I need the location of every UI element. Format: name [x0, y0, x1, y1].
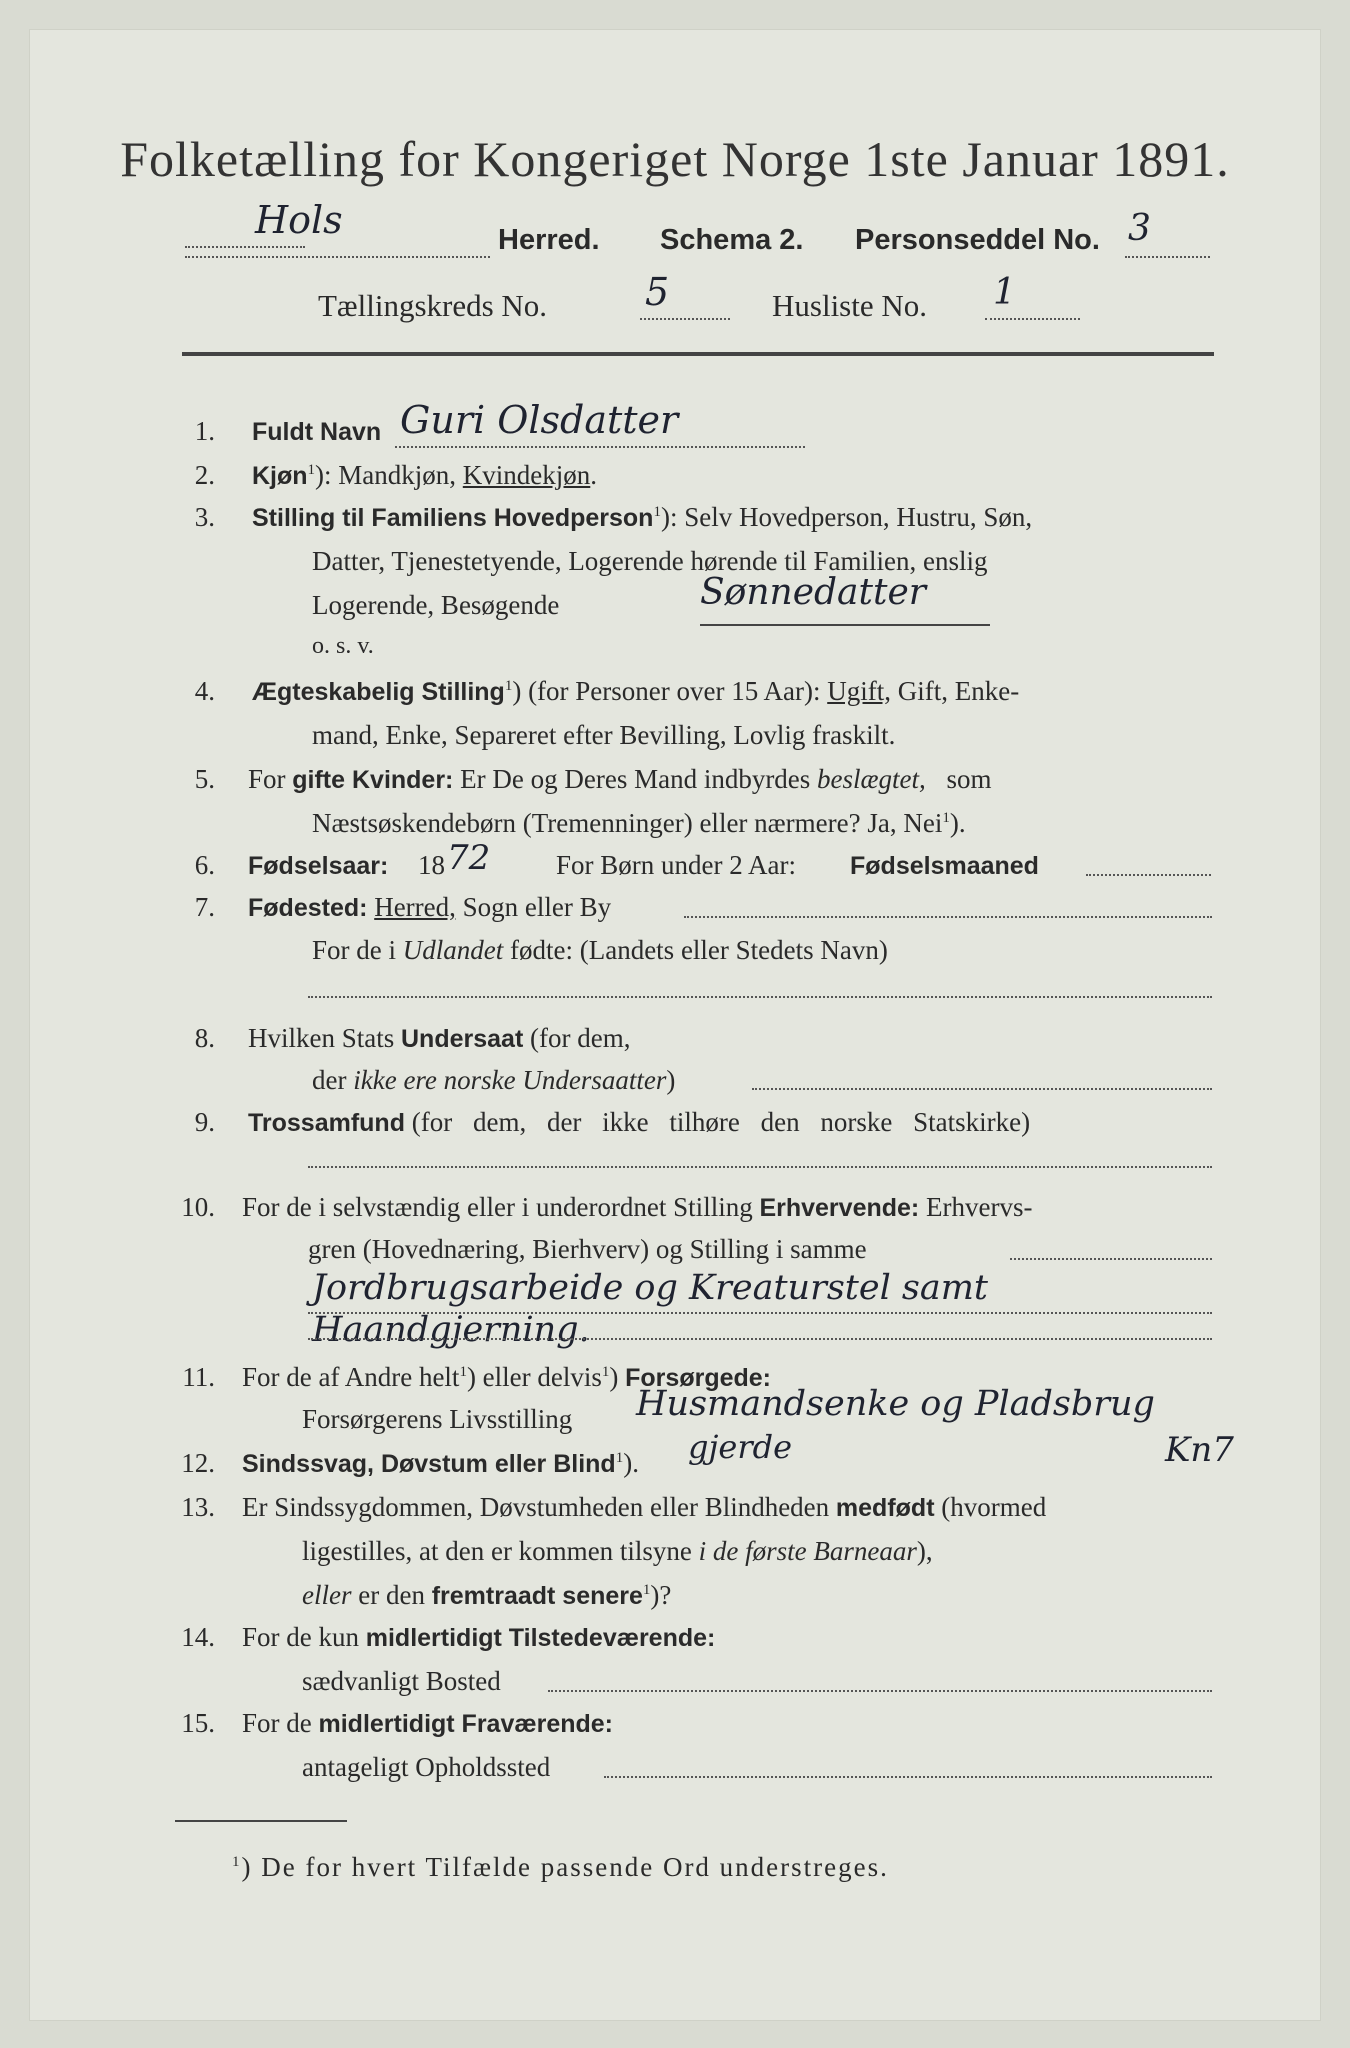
q15-line2: antageligt Opholdssted: [302, 1752, 551, 1782]
q7-text: Sogn eller By: [462, 892, 612, 922]
q7-line3-dots: [308, 996, 1212, 998]
q5-label-b: gifte Kvinder:: [292, 766, 454, 794]
q13-line1a: Er Sindssygdommen, Døvstumheden eller Blindheden: [242, 1492, 830, 1522]
personseddel-value: 3: [1128, 208, 1151, 249]
q10-line1: [242, 1192, 1032, 1223]
q3-line3: Logerende, Besøgende: [312, 590, 560, 620]
q13-line3b: er den: [358, 1580, 425, 1610]
q13-line1: [242, 1492, 1046, 1523]
q1-value: Guri Olsdatter: [400, 398, 679, 442]
q2-text-c: .: [590, 460, 598, 490]
q13-label2: fremtraadt senere: [431, 1582, 643, 1610]
q12-number: 12.: [181, 1448, 215, 1478]
q3-line4: o. s. v.: [312, 633, 374, 659]
q6-text: For Børn under 2 Aar:: [556, 850, 796, 880]
q5-number: 5.: [194, 764, 215, 794]
q14-number: 14.: [181, 1622, 215, 1652]
q5-label-a: For: [248, 764, 286, 794]
q5-end: ).: [949, 808, 966, 838]
q9-dots: [308, 1166, 1212, 1168]
q10-value2-dots: [308, 1338, 1212, 1340]
q15-dots: [604, 1776, 1212, 1778]
q2-text: [252, 460, 597, 491]
q14-line1a: For de kun: [242, 1622, 359, 1652]
q8-line1: [248, 1023, 630, 1054]
footnote-rule: [175, 1820, 347, 1822]
q10-line2-dots: [1010, 1258, 1212, 1260]
form-page: [30, 30, 1320, 2020]
footnote-text: ) De for hvert Tilfælde passende Ord understreges.: [241, 1852, 889, 1882]
q12-sup: 1: [615, 1450, 624, 1466]
q15-line1a: For de: [242, 1708, 312, 1738]
q13-line2: [302, 1536, 933, 1567]
husliste-value: 1: [993, 272, 1016, 313]
footnote-sup: 1: [232, 1854, 242, 1870]
q10-label: Erhvervende:: [759, 1194, 920, 1222]
personseddel-label: Personseddel No.: [855, 224, 1100, 256]
q4-ugift: Ugift,: [827, 676, 891, 706]
q13-line3: [302, 1580, 671, 1611]
q14-line1: [242, 1622, 715, 1653]
q13-line3a: eller: [302, 1580, 352, 1610]
taellingskreds-dots: [640, 318, 730, 320]
q7-herred: Herred,: [374, 892, 456, 922]
q11-line2: Forsørgerens Livsstilling: [302, 1404, 573, 1434]
q13-label: medfødt: [835, 1494, 935, 1522]
q11-value1: Husmandsenke og Pladsbrug: [636, 1384, 1155, 1424]
q4-line1b: Gift, Enke-: [897, 676, 1020, 706]
margin-mark: Kn7: [1165, 1430, 1234, 1470]
q14-dots: [548, 1690, 1212, 1692]
form-title: Folketælling for Kongeriget Norge 1ste Januar 1891.: [120, 131, 1230, 187]
q10-line1b: Erhvervs-: [926, 1192, 1033, 1222]
q7-udlandet: Udlandet: [402, 935, 504, 965]
husliste-label: Husliste No.: [772, 288, 927, 323]
q11-sup-a: 1: [459, 1364, 467, 1380]
q13-line2a: ligestilles, at den er kommen tilsyne: [302, 1536, 692, 1566]
q6-number: 6.: [194, 850, 215, 880]
q10-value2: Haandgjerning.: [312, 1310, 590, 1350]
q4-number: 4.: [194, 676, 215, 706]
q9-line1: [248, 1107, 1030, 1138]
q12-end: ).: [623, 1448, 639, 1478]
q9-label: Trossamfund: [248, 1109, 405, 1137]
q10-number: 10.: [181, 1192, 215, 1222]
husliste-dots: [985, 318, 1080, 320]
q7-line2: [312, 935, 888, 966]
herred-dots: [185, 256, 490, 258]
q2-label: Kjøn: [252, 462, 308, 490]
q7-dots: [684, 916, 1212, 918]
q12-label: Sindssvag, Døvstum eller Blind: [242, 1450, 616, 1478]
q13-line2b: i de første Barneaar: [698, 1536, 917, 1566]
q4-label: Ægteskabelig Stilling: [252, 678, 505, 706]
q8-number: 8.: [194, 1023, 215, 1053]
q11-number: 11.: [182, 1362, 215, 1392]
q13-line3c: )?: [650, 1580, 672, 1610]
q7-line2a: For de i: [312, 935, 396, 965]
q8-line2c: ): [666, 1065, 676, 1095]
q13-line2c: ),: [916, 1536, 933, 1566]
q9-text: (for dem, der ikke tilhøre den norske Statskirke): [411, 1107, 1031, 1137]
q2-kvindekjon: Kvindekjøn: [462, 460, 591, 490]
q7-line2b: fødte: (Landets eller Stedets Navn): [510, 935, 888, 965]
q8-dots: [752, 1088, 1212, 1090]
q1-number: 1.: [194, 416, 215, 446]
q5-line1: [248, 764, 992, 795]
q3-line1-text: ): Selv Hovedperson, Hustru, Søn,: [660, 502, 1033, 532]
q8-text-b: (for dem,: [530, 1023, 631, 1053]
q4-line2: mand, Enke, Separeret efter Bevilling, Lovlig fraskilt.: [312, 720, 896, 750]
q8-label: Undersaat: [401, 1025, 524, 1053]
q11-line1b: ) eller delvis: [466, 1362, 602, 1392]
q7-number: 7.: [194, 892, 215, 922]
q10-value1: Jordbrugsarbeide og Kreaturstel samt: [312, 1268, 988, 1308]
q5-som: som: [946, 764, 992, 794]
q5-line2-text: Næstsøskendebørn (Tremenninger) eller nærmere? Ja, Nei: [312, 808, 943, 838]
q3-value-underline: [700, 624, 990, 626]
q3-label: Stilling til Familiens Hovedperson: [252, 504, 654, 532]
q5-sup: 1: [942, 810, 950, 826]
q7-label: Fødested:: [248, 894, 368, 922]
q15-number: 15.: [181, 1708, 215, 1738]
schema-label: Schema 2.: [660, 224, 804, 256]
q3-line1: [252, 502, 1032, 533]
q1-label: Fuldt Navn: [252, 418, 382, 446]
q13-sup: 1: [642, 1582, 651, 1598]
herred-label: Herred.: [498, 224, 600, 256]
q11-sup-b: 1: [601, 1364, 610, 1380]
q11-line1c: ): [609, 1362, 619, 1392]
q11-line1a: For de af Andre helt: [242, 1362, 460, 1392]
q8-text-a: Hvilken Stats: [248, 1023, 395, 1053]
q12-line1: [242, 1448, 639, 1479]
taellingskreds-label: Tællingskreds No.: [318, 288, 548, 323]
q2-sup: 1: [307, 462, 316, 478]
q5-beslaegtet: beslægtet,: [817, 764, 926, 794]
q5-line1-text: Er De og Deres Mand indbyrdes: [460, 764, 811, 794]
q3-sup: 1: [653, 504, 661, 520]
q4-line1: [252, 676, 1019, 707]
q11-value2: gjerde: [688, 1428, 793, 1466]
q3-line2: Datter, Tjenestetyende, Logerende hørende til Familien, enslig: [312, 546, 988, 576]
q9-number: 9.: [194, 1107, 215, 1137]
herred-value: Hols: [255, 198, 343, 242]
personseddel-dots: [1125, 256, 1210, 258]
q6-value: 72: [447, 838, 491, 878]
q14-line2: sædvanligt Bosted: [302, 1666, 501, 1696]
q8-line2a: der: [312, 1065, 347, 1095]
q4-line1a: ) (for Personer over 15 Aar):: [512, 676, 821, 706]
q10-line1a: For de i selvstændig eller i underordnet Stilling: [242, 1192, 753, 1222]
q4-sup: 1: [504, 678, 513, 694]
header-rule: [182, 352, 1214, 356]
q7-line1: [248, 892, 611, 923]
q8-line2b: ikke ere norske Undersaatter: [353, 1065, 667, 1095]
taellingskreds-value: 5: [645, 270, 670, 314]
q11-label: Forsørgede:: [625, 1364, 771, 1392]
q10-line2: gren (Hovednæring, Bierhverv) og Stilling i samme: [308, 1234, 867, 1264]
q3-number: 3.: [194, 502, 215, 532]
q13-line1b: (hvormed: [941, 1492, 1047, 1522]
q15-line1: [242, 1708, 613, 1739]
q3-value: Sønnedatter: [700, 572, 926, 613]
q15-label: midlertidigt Fraværende:: [318, 1710, 613, 1738]
q2-number: 2.: [194, 460, 215, 490]
q8-line2: [312, 1065, 675, 1096]
q6-label: Fødselsaar:: [248, 852, 389, 880]
q6-dots: [1086, 874, 1211, 876]
q14-label: midlertidigt Tilstedeværende:: [365, 1624, 716, 1652]
q13-number: 13.: [181, 1492, 215, 1522]
footnote: [232, 1852, 889, 1883]
q2-text-a: ): Mandkjøn,: [315, 460, 457, 490]
q1-dots: [395, 446, 805, 448]
q6-prefix: 18: [418, 850, 445, 880]
q6-label2: Fødselsmaaned: [850, 852, 1039, 880]
q5-line2: [312, 808, 966, 839]
